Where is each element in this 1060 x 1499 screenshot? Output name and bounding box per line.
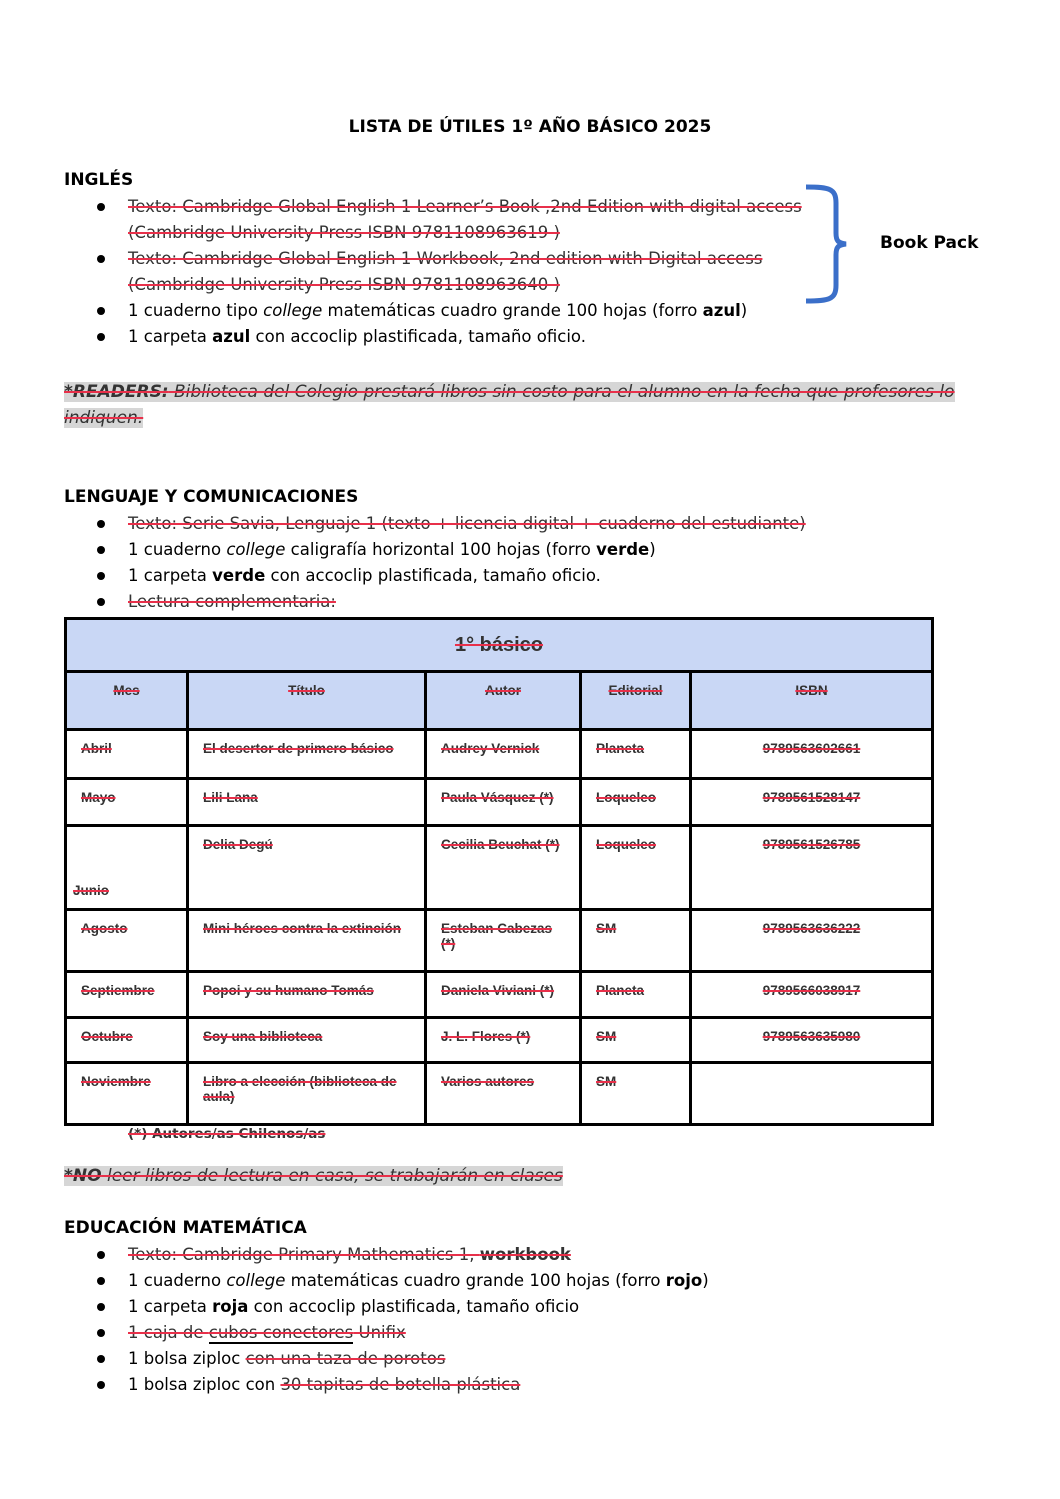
table-row <box>66 1063 933 1125</box>
list-item: 1 cuaderno college matemáticas cuadro grande 100 hojas (forro rojo) <box>92 1268 709 1294</box>
list-item: 1 cuaderno college caligrafía horizontal 100 hojas (forro verde) <box>92 537 806 563</box>
cell-titulo: Popoi y su humano Tomás <box>188 972 426 1018</box>
cell-isbn: 9789561526785 <box>691 826 933 910</box>
cell-autor: Audrey Vernick <box>426 730 581 779</box>
bullet-icon <box>97 520 105 528</box>
ingles-list <box>92 194 802 350</box>
cell-isbn: 9789561528147 <box>691 779 933 826</box>
list-item: Texto: Cambridge Global English 1 Learner’s Book ,2nd Edition with digital access (Cambridge University Press ISBN 9781108963619 ) <box>92 194 802 246</box>
cell-editorial: SM <box>581 910 691 972</box>
list-item: 1 bolsa ziploc con una taza de porotos <box>92 1346 709 1372</box>
cell-isbn: 9789563635980 <box>691 1018 933 1063</box>
cell-autor: Daniela Viviani (*) <box>426 972 581 1018</box>
page-title: LISTA DE ÚTILES 1º AÑO BÁSICO 2025 <box>348 117 712 137</box>
cell-editorial: Loqueleo <box>581 826 691 910</box>
cell-editorial: SM <box>581 1063 691 1125</box>
bullet-icon <box>97 307 105 315</box>
list-item: 1 carpeta roja con accoclip plastificada, tamaño oficio <box>92 1294 709 1320</box>
no-reading-note: *NO leer libros de lectura en casa, se trabajarán en clases <box>64 1166 563 1186</box>
cell-isbn <box>691 1063 933 1125</box>
cell-editorial: Planeta <box>581 730 691 779</box>
cell-mes: Septiembre <box>66 972 188 1018</box>
cell-titulo: Lili Lana <box>188 779 426 826</box>
list-item: 1 carpeta verde con accoclip plastificada, tamaño oficio. <box>92 563 806 589</box>
cell-autor: Esteban Cabezas (*) <box>426 910 581 972</box>
cell-titulo: Delia Degú <box>188 826 426 910</box>
cell-isbn: 9789563602661 <box>691 730 933 779</box>
bullet-icon <box>97 333 105 341</box>
list-item: 1 carpeta azul con accoclip plastificada, tamaño oficio. <box>92 324 802 350</box>
cell-isbn: 9789566038917 <box>691 972 933 1018</box>
table-title: 1° básico <box>66 619 933 672</box>
cell-autor: J. L. Flores (*) <box>426 1018 581 1063</box>
cell-autor: Paula Vásquez (*) <box>426 779 581 826</box>
cell-titulo: Mini héroes contra la extinción <box>188 910 426 972</box>
readers-note: *READERS: Biblioteca del Colegio prestará libros sin costo para el alumno en la fecha que profesores lo <box>64 382 955 402</box>
bullet-icon <box>97 546 105 554</box>
cell-titulo: El desertor de primero básico <box>188 730 426 779</box>
cell-editorial: Planeta <box>581 972 691 1018</box>
bullet-icon <box>97 1277 105 1285</box>
list-item: Lectura complementaria: <box>92 589 806 615</box>
bullet-icon <box>97 572 105 580</box>
cell-mes: Mayo <box>66 779 188 826</box>
bullet-icon <box>97 1355 105 1363</box>
cell-autor: Cecilia Beuchat (*) <box>426 826 581 910</box>
list-item: Texto: Cambridge Primary Mathematics 1, workbook <box>92 1242 709 1268</box>
cell-isbn: 9789563636222 <box>691 910 933 972</box>
table-row <box>66 826 933 910</box>
list-item: 1 cuaderno tipo college matemáticas cuadro grande 100 hojas (forro azul) <box>92 298 802 324</box>
book-pack-label: Book Pack <box>880 233 979 253</box>
list-item: 1 caja de cubos conectores Unifix <box>92 1320 709 1346</box>
section-heading-ingles: INGLÉS <box>64 170 134 190</box>
table-footnote: (*) Autores/as Chilenos/as <box>128 1126 326 1142</box>
cell-titulo: Libro a elección (biblioteca de aula) <box>188 1063 426 1125</box>
bullet-icon <box>97 203 105 211</box>
bullet-icon <box>97 1303 105 1311</box>
table-row <box>66 730 933 779</box>
table-row <box>66 1018 933 1063</box>
cell-mes: Agosto <box>66 910 188 972</box>
cell-editorial: Loqueleo <box>581 779 691 826</box>
column-header: Título <box>188 672 426 730</box>
list-item: Texto: Serie Savia, Lenguaje 1 (texto + licencia digital + cuaderno del estudiante) <box>92 511 806 537</box>
table-row <box>66 910 933 972</box>
readers-note-line2: indiquen. <box>64 408 144 428</box>
cell-mes: Abril <box>66 730 188 779</box>
cell-autor: Varios autores <box>426 1063 581 1125</box>
bullet-icon <box>97 1329 105 1337</box>
column-header: Mes <box>66 672 188 730</box>
column-header: ISBN <box>691 672 933 730</box>
reading-table <box>64 617 934 1126</box>
bullet-icon <box>97 1251 105 1259</box>
cell-mes: Noviembre <box>66 1063 188 1125</box>
bullet-icon <box>97 255 105 263</box>
cell-titulo: Soy una biblioteca <box>188 1018 426 1063</box>
cell-mes: Junio <box>66 826 188 910</box>
cell-mes: Octubre <box>66 1018 188 1063</box>
column-header: Autor <box>426 672 581 730</box>
table-row <box>66 779 933 826</box>
list-item: 1 bolsa ziploc con 30 tapitas de botella plástica <box>92 1372 709 1398</box>
bullet-icon <box>97 1381 105 1389</box>
column-header: Editorial <box>581 672 691 730</box>
lenguaje-list <box>92 511 806 615</box>
table-row <box>66 972 933 1018</box>
curly-brace-icon <box>800 183 850 305</box>
matematica-list <box>92 1242 709 1398</box>
section-heading-lenguaje: LENGUAJE Y COMUNICACIONES <box>64 487 359 507</box>
section-heading-matematica: EDUCACIÓN MATEMÁTICA <box>64 1218 307 1238</box>
bullet-icon <box>97 598 105 606</box>
cell-editorial: SM <box>581 1018 691 1063</box>
list-item: Texto: Cambridge Global English 1 Workbook, 2nd edition with Digital access (Cambridge University Press ISBN 9781108963640 ) <box>92 246 802 298</box>
